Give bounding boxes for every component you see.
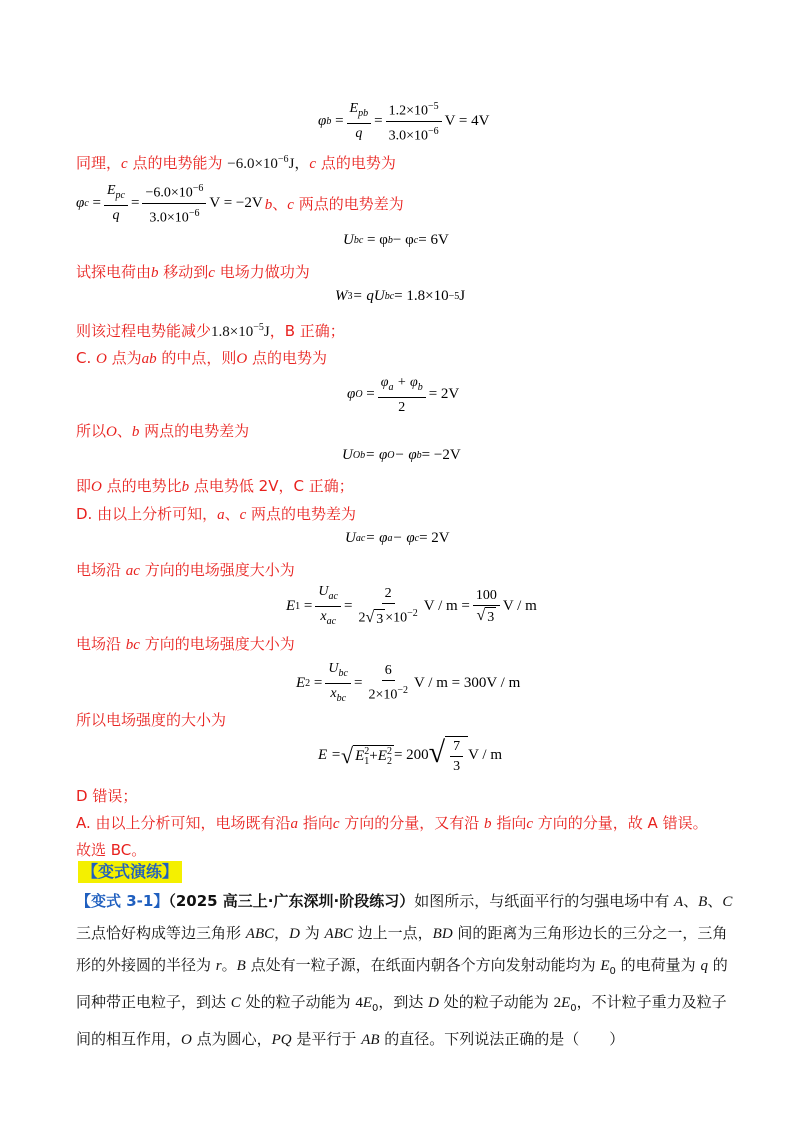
problem-label: 【变式 3-1】 (76, 892, 169, 910)
text-line-c-potential-energy: 同理，c 点的电势能为 $-6.0\times 10^{-6}J$，c 点的电势为 (76, 154, 396, 172)
text-line-option-c: C. O 点为ab 的中点，则O 点的电势为 (76, 349, 328, 367)
formula-e1: E 1 = $\frac{U_{ac}}{x_{ac}}$ = 2 2 √ 3 $\times 10^{-2}$ V / m = 100 √ 3 V / m (286, 584, 537, 627)
problem-source: （2025 高三上·广东深圳·阶段练习） (168, 892, 415, 910)
formula-u-ac: U ac = φ a − φ c = 2V (345, 530, 450, 546)
formula-u-ob: U Ob = φ O − φ b = −2V (342, 447, 461, 463)
text-line-b-correct: 则该过程电势能减少$1.8\times 10^{-5}J$，B 正确； (76, 322, 345, 340)
text-line-answer: 故选 BC。 (76, 841, 147, 859)
text-line-d-wrong: D 错误； (76, 787, 138, 805)
text-line-c-correct: 即O 点的电势比b 点电势低 2V，C 正确； (76, 477, 354, 495)
formula-phi-c: φ c = $\frac{E_{pc}}{q}$ = $\frac{-6.0\times 10^{-6}}{3.0\times 10^{-6}}$ V = −2V b、c 两点的电势差为 (76, 180, 404, 226)
formula-w3: W 3 = qU bc = 1.8×10 −5 J (335, 288, 466, 304)
text-line-field-ac: 电场沿 ac 方向的电场强度大小为 (76, 561, 295, 579)
text-line-field-magnitude: 所以电场强度的大小为 (76, 711, 227, 729)
formula-phi-b: φ b = $\frac{E_{pb}}{q}$ = $\frac{1.2\times 10^{-5}}{3.0\times 10^{-6}}$ V = 4V (318, 98, 489, 144)
problem-paragraph: 【变式 3-1】（2025 高三上·广东深圳·阶段练习）如图所示，与纸面平行的匀强电场中有 A、B、C 三点恰好构成等边三角形 ABC，D 为 ABC 边上一点，BD 间的距离为三角形边长的三分之一，三角形的外接圆的半径为 r。B 点处有一粒子源，在纸面内朝各个方向发射动能均为 $E_0$ 的电荷量为 q 的同种带正电粒子，到达 C 处的粒子动能为 $4E_0$，到达 D 处的粒子动能为 $2E_0$，不计粒子重力及粒子间的相互作用，O 点为圆心，PQ 是平行于 AB 的直径。下列说法正确的是（ ） (76, 892, 733, 1048)
formula-phi-o: φ O = $\frac{\varphi_a + \varphi_b}{2}$ = 2V (347, 375, 460, 415)
text-line-field-bc: 电场沿 bc 方向的电场强度大小为 (76, 635, 295, 653)
formula-e2: E 2 = $\frac{U_{bc}}{x_{bc}}$ = $\frac{6}{2\times 10^{-2}}$ V / m = 300V / m (296, 661, 521, 704)
text-line-work-done: 试探电荷由b 移动到c 电场力做功为 (76, 263, 310, 281)
text-line-option-d: D. 由以上分析可知，a、c 两点的电势差为 (76, 505, 357, 523)
formula-u-bc: U bc = φ b − φ c = 6V (343, 232, 449, 248)
section-heading-variant-practice: 【变式演练】 (78, 861, 182, 883)
formula-e-total: E = √ E 2 1 + E 2 2 = 200 √ $\frac{7}{3}$ V / m (318, 736, 503, 774)
text-line-option-a: A. 由以上分析可知，电场既有沿a 指向c 方向的分量，又有沿 b 指向c 方向的分量，故 A 错误。 (76, 814, 708, 832)
text-line-ob-difference: 所以O、b 两点的电势差为 (76, 422, 250, 440)
